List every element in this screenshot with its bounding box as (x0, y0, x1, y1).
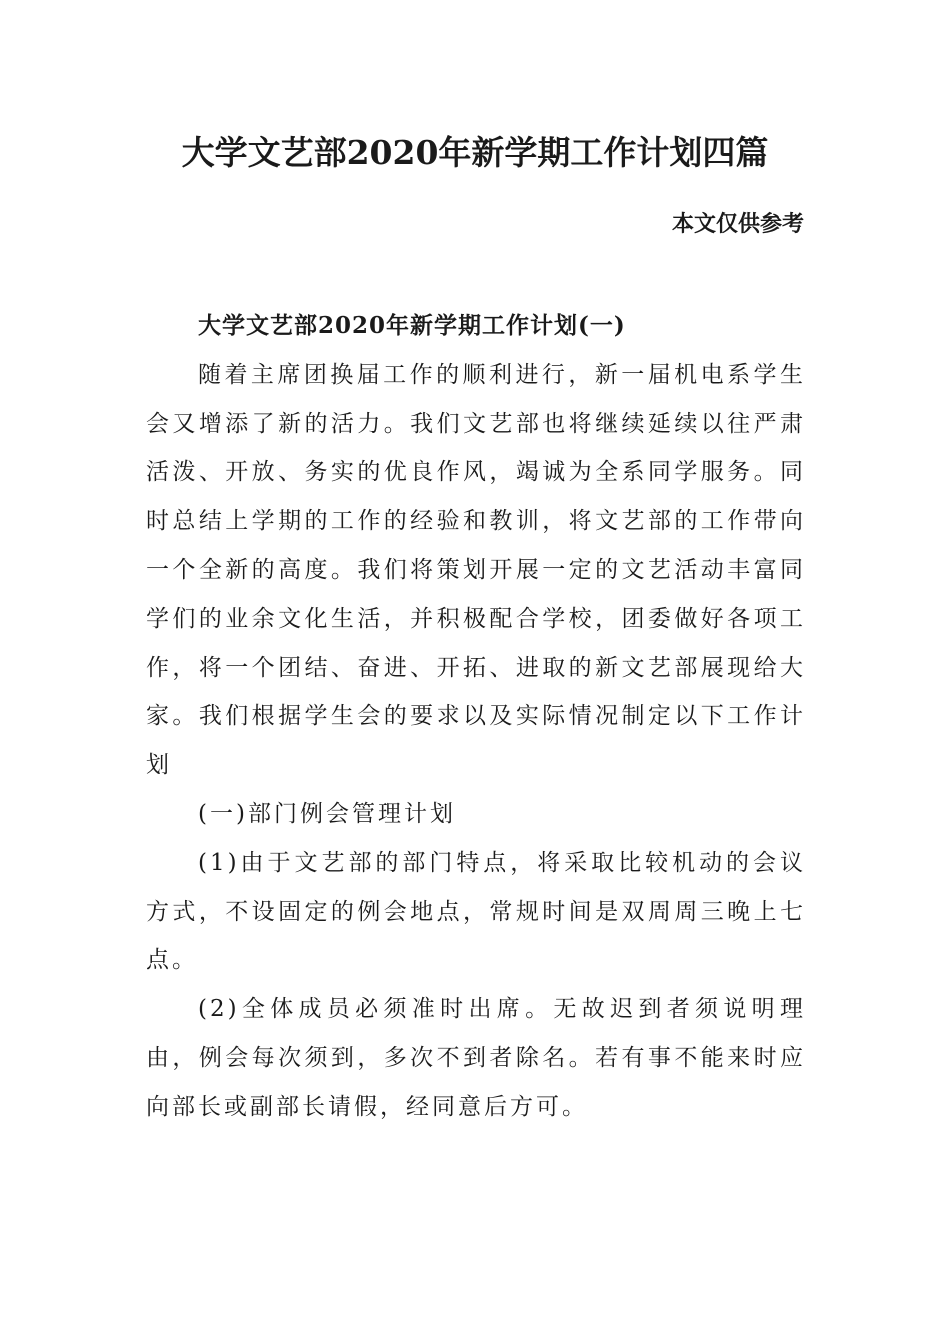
section-heading: 大学文艺部2020年新学期工作计划(一) (198, 312, 626, 339)
rule-paragraph: (1)由于文艺部的部门特点，将采取比较机动的会议方式，不设固定的例会地点，常规时间是双周周三晚上七点。 (146, 849, 806, 974)
subsection-heading: (一)部门例会管理计划 (198, 800, 456, 827)
document-title: 大学文艺部2020年新学期工作计划四篇 (181, 133, 769, 172)
reference-note: 本文仅供参考 (671, 211, 804, 237)
document-body (146, 302, 806, 1132)
rule-paragraph: (2)全体成员必须准时出席。无故迟到者须说明理由，例会每次须到，多次不到者除名。若有事不能来时应向部长或副部长请假，经同意后方可。 (146, 996, 806, 1120)
intro-paragraph: 随着主席团换届工作的顺利进行，新一届机电系学生会又增添了新的活力。我们文艺部也将继续延续以往严肃活泼、开放、务实的优良作风，竭诚为全系同学服务。同时总结上学期的工作的经验和教训，将文艺部的工作带向一个全新的高度。我们将策划开展一定的文艺活动丰富同学们的业余文化生活，并积极配合学校，团委做好各项工作，将一个团结、奋进、开拓、进取的新文艺部展现给大家。我们根据学生会的要求以及实际情况制定以下工作计划 (146, 361, 806, 779)
